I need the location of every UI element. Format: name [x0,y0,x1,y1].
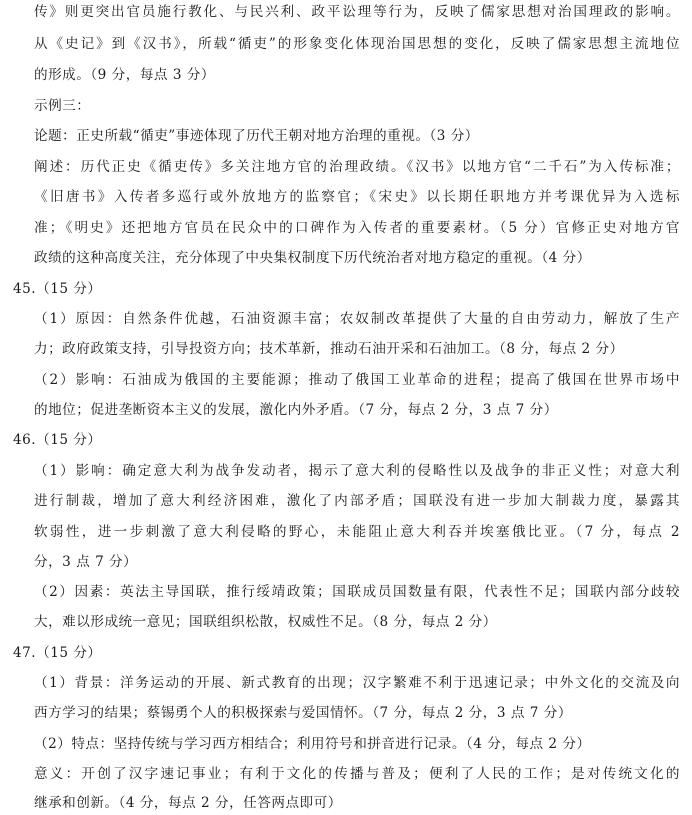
example3-explain-line-2: 《旧唐书》入传者多巡行或外放地方的监察官；《宋史》以长期任职地方并考课优异为入选标 [34,189,680,205]
q45-part2-line-2: 的地位；促进垄断资本主义的发展，激化内外矛盾。（7 分，每点 2 分，3 点 7 分） [34,402,558,418]
q47-part2-line-1: （2）特点：坚持传统与学习西方相结合；利用符号和拼音进行记录。（4 分，每点 2 分） [34,736,591,752]
q47-significance-line-1: 意义：开创了汉字速记事业；有利于文化的传播与普及；便利了人民的工作；是对传统文化的 [34,766,680,782]
example3-explain-line-3: 准；《明史》还把地方官员在民众中的口碑作为入传者的重要素材。（5 分）官修正史对地方官 [34,220,680,236]
q47-number: 47.（15 分） [13,645,102,661]
intro-line-1: 传》则更突出官员施行教化、与民兴利、政平讼理等行为，反映了儒家思想对治国理政的影响。 [34,4,680,20]
q45-part1-line-2: 力；政府政策支持，引导投资方向；技术革新，推动石油开采和石油加工。（8 分，每点 2 分） [34,341,624,357]
example3-thesis: 论题：正史所载“循吏”事迹体现了历代王朝对地方治理的重视。（3 分） [34,128,479,144]
example3-explain-line-4: 政绩的这种高度关注，充分体现了中央集权制度下历代统治者对地方稳定的重视。（4 分） [34,250,591,266]
q47-significance-line-2: 继承和创新。（4 分，每点 2 分，任答两点即可） [34,795,342,811]
q46-part1-line-1: （1）影响：确定意大利为战争发动者，揭示了意大利的侵略性以及战争的非正义性；对意大利 [34,463,680,479]
intro-line-3: 的形成。（9 分，每点 3 分） [34,67,215,83]
intro-line-2: 从《史记》到《汉书》，所载“循吏”的形象变化体现治国思想的变化，反映了儒家思想主流地位 [34,36,680,52]
q46-part2-line-2: 大，难以形成统一意见；国联组织松散，权威性不足。（8 分，每点 2 分） [34,614,497,630]
q45-number: 45.（15 分） [13,281,102,297]
q47-part1-line-1: （1）背景：洋务运动的开展、新式教育的出现；汉字繁难不利于迅速记录；中外文化的交流及向 [34,675,680,691]
q47-part1-line-2: 西方学习的结果；蔡锡勇个人的积极探索与爱国情怀。（7 分，每点 2 分，3 点 7 分） [34,705,572,721]
q46-part1-line-4: 分，3 点 7 分） [34,554,138,570]
q45-part1-line-1: （1）原因：自然条件优越，石油资源丰富；农奴制改革提供了大量的自由劳动力，解放了生产 [34,311,680,327]
q46-part1-line-3: 软弱性，进一步刺激了意大利侵略的野心，未能阻止意大利吞并埃塞俄比亚。（7 分，每点 2 [34,524,680,540]
q46-part2-line-1: （2）因素：英法主导国联，推行绥靖政策；国联成员国数量有限，代表性不足；国联内部分歧较 [34,584,680,600]
example3-explain-line-1: 阐述：历代正史《循吏传》多关注地方官的治理政绩。《汉书》以地方官“二千石”为入传标准； [34,159,680,175]
q45-part2-line-1: （2）影响：石油成为俄国的主要能源；推动了俄国工业革命的进程；提高了俄国在世界市场中 [34,372,680,388]
example3-heading: 示例三： [34,98,91,114]
q46-part1-line-2: 进行制裁，增加了意大利经济困难，激化了内部矛盾；国联没有进一步加大制裁力度，暴露其 [34,493,680,509]
q46-number: 46.（15 分） [13,432,102,448]
